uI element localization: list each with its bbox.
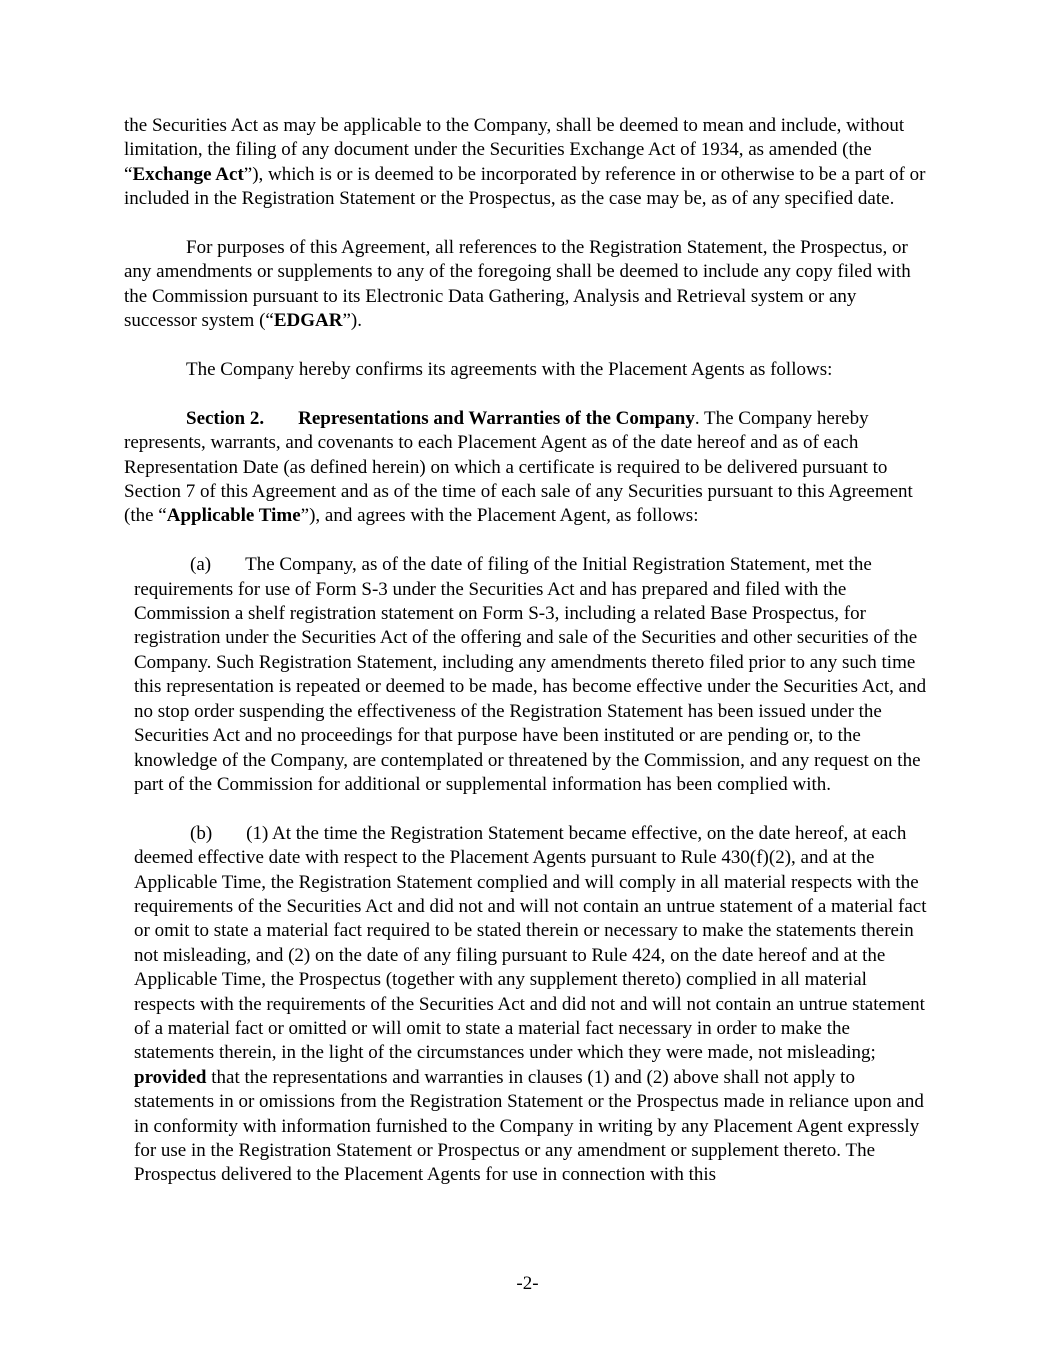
document-body xyxy=(124,114,932,1212)
text-run: (b) xyxy=(190,822,213,844)
text-run: that the representations and warranties in clauses (1) and (2) above shall not apply to statements in or omissions from the Registration Statement or the Prospectus made in reliance upon and in conformity with information furnished to the Company in writing by any Placement Agent expressly for use in the Registration Statement or Prospectus or any amendment or supplement thereto. The Prospectus delivered to the Placement Agents for use in connection with this xyxy=(134,1066,924,1186)
text-run: . The Company hereby represents, warrants, and covenants to each Placement Agent as of the date hereof and as of each Representation Date (as defined herein) on which a certificate is required to be delivered pursuant to Section 7 of this Agreement and as of the time of each sale of any Securities pursuant to this Agreement (the “ xyxy=(124,407,913,527)
text-run: The Company, as of the date of filing of the Initial Registration Statement, met the requirements for use of Form S-3 under the Securities Act and has prepared and filed with the Commission a shelf registration statement on Form S-3, including a related Base Prospectus, for registration under the Securities Act of the offering and sale of the Securities and other securities of the Company. Such Registration Statement, including any amendments thereto filed prior to any such time this representation is repeated or deemed to be made, has become effective under the Securities Act, and no stop order suspending the effectiveness of the Registration Statement has been issued under the Securities Act and no proceedings for that purpose have been instituted or are pending or, to the knowledge of the Company, are contemplated or threatened by the Commission, and any request on the part of the Commission for additional or supplemental information has been complied with. xyxy=(134,554,927,795)
text-run-bold: EDGAR xyxy=(273,310,343,332)
text-run-bold: provided xyxy=(134,1066,207,1088)
text-run: the Securities Act as may be applicable to the Company, shall be deemed to mean and include, without limitation, the filing of any document under the Securities Exchange Act of 1934, as amended (the “ xyxy=(124,115,905,185)
paragraph-item-a xyxy=(134,553,932,797)
text-run: The Company hereby confirms its agreements with the Placement Agents as follows: xyxy=(186,359,833,381)
text-run: (a) xyxy=(190,554,212,576)
text-run-bold: Representations and Warranties of the Company xyxy=(298,407,695,429)
paragraph-section-2-heading xyxy=(124,407,932,529)
text-run-bold: Exchange Act xyxy=(132,163,244,185)
text-run-bold: Section 2. xyxy=(186,407,265,429)
paragraph-exchange-act xyxy=(124,114,932,212)
paragraph-confirmation xyxy=(124,358,932,382)
text-run-bold: Applicable Time xyxy=(166,505,301,527)
page-number: -2- xyxy=(516,1273,539,1294)
text-run: For purposes of this Agreement, all references to the Registration Statement, the Prospectus, or any amendments or supplements to any of the foregoing shall be deemed to include any copy filed with the Commission pursuant to its Electronic Data Gathering, Analysis and Retrieval system or any successor system (“ xyxy=(124,237,911,332)
text-run: ”), which is or is deemed to be incorporated by reference in or otherwise to be a part of or included in the Registration Statement or the Prospectus, as the case may be, as of any specified date. xyxy=(124,163,926,210)
text-run: ”), and agrees with the Placement Agent, as follows: xyxy=(300,505,699,527)
text-run: ”). xyxy=(342,310,362,332)
paragraph-edgar xyxy=(124,236,932,334)
text-run: (1) At the time the Registration Statement became effective, on the date hereof, at each deemed effective date with respect to the Placement Agents pursuant to Rule 430(f)(2), and at the Applicable Time, the Registration Statement complied and will comply in all material respects with the requirements of the Securities Act and did not and will not contain an untrue statement of a material fact or omit to state a material fact required to be stated therein or necessary to make the statements therein not misleading, and (2) on the date of any filing pursuant to Rule 424, on the date hereof and at the Applicable Time, the Prospectus (together with any supplement thereto) complied in all material respects with the requirements of the Securities Act and did not and will not contain an untrue statement of a material fact or omitted or will omit to state a material fact necessary in order to make the statements therein, in the light of the circumstances under which they were made, not misleading; xyxy=(134,822,927,1064)
paragraph-item-b xyxy=(134,822,932,1188)
